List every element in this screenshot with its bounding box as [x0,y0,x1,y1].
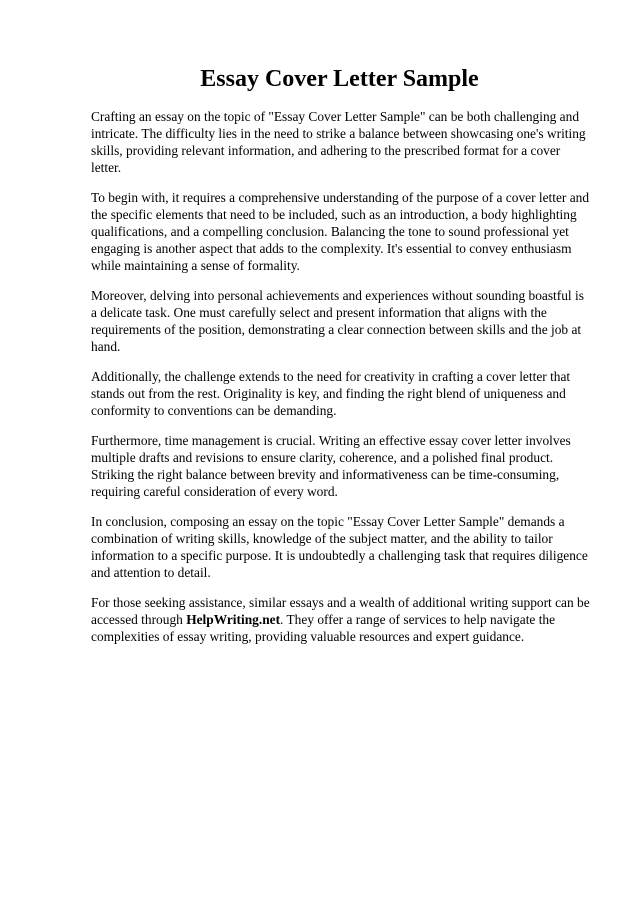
paragraph-intro: Crafting an essay on the topic of "Essay Cover Letter Sample" can be both challenging and intricate. The difficulty lies in the need to strike a balance between showcasing one's writing skills, providing relevant information, and adhering to the prescribed format for a cover letter. [91,109,586,175]
closing-text-after-link: . They offer a range of services to help navigate the complexities of essay writing, providing valuable resources and expert guidance. [91,612,556,644]
paragraph-closing [91,594,591,645]
paragraph-achievements: Moreover, delving into personal achievements and experiences without sounding boastful is a delicate task. One must carefully select and present information that aligns with the requirements of the position, demonstrating a clear connection between skills and the job at hand. [91,288,584,354]
closing-text-before-link: For those seeking assistance, similar essays and a wealth of additional writing support can be accessed through [91,595,590,627]
paragraph-time-management: Furthermore, time management is crucial. Writing an effective essay cover letter involves multiple drafts and revisions to ensure clarity, coherence, and a polished final product. Striking the right balance between brevity and informativeness can be time-consuming, requiring careful consideration of every word. [91,433,571,499]
paragraph-conclusion: In conclusion, composing an essay on the topic "Essay Cover Letter Sample" demands a combination of writing skills, knowledge of the subject matter, and the ability to tailor information to a specific purpose. It is undoubtedly a challenging task that requires diligence and attention to detail. [91,514,588,580]
paragraph-creativity: Additionally, the challenge extends to the need for creativity in crafting a cover letter that stands out from the rest. Originality is key, and finding the right blend of uniqueness and conformity to conventions can be demanding. [91,369,571,418]
helpwriting-link[interactable]: HelpWriting.net [186,612,281,627]
paragraph-understanding: To begin with, it requires a comprehensive understanding of the purpose of a cover letter and the specific elements that need to be included, such as an introduction, a body highlighting qualifications, and a compelling conclusion. Balancing the tone to sound professional yet engaging is another aspect that adds to the complexity. It's essential to convey enthusiasm while maintaining a sense of formality. [91,190,590,273]
document-title: Essay Cover Letter Sample [200,66,479,92]
